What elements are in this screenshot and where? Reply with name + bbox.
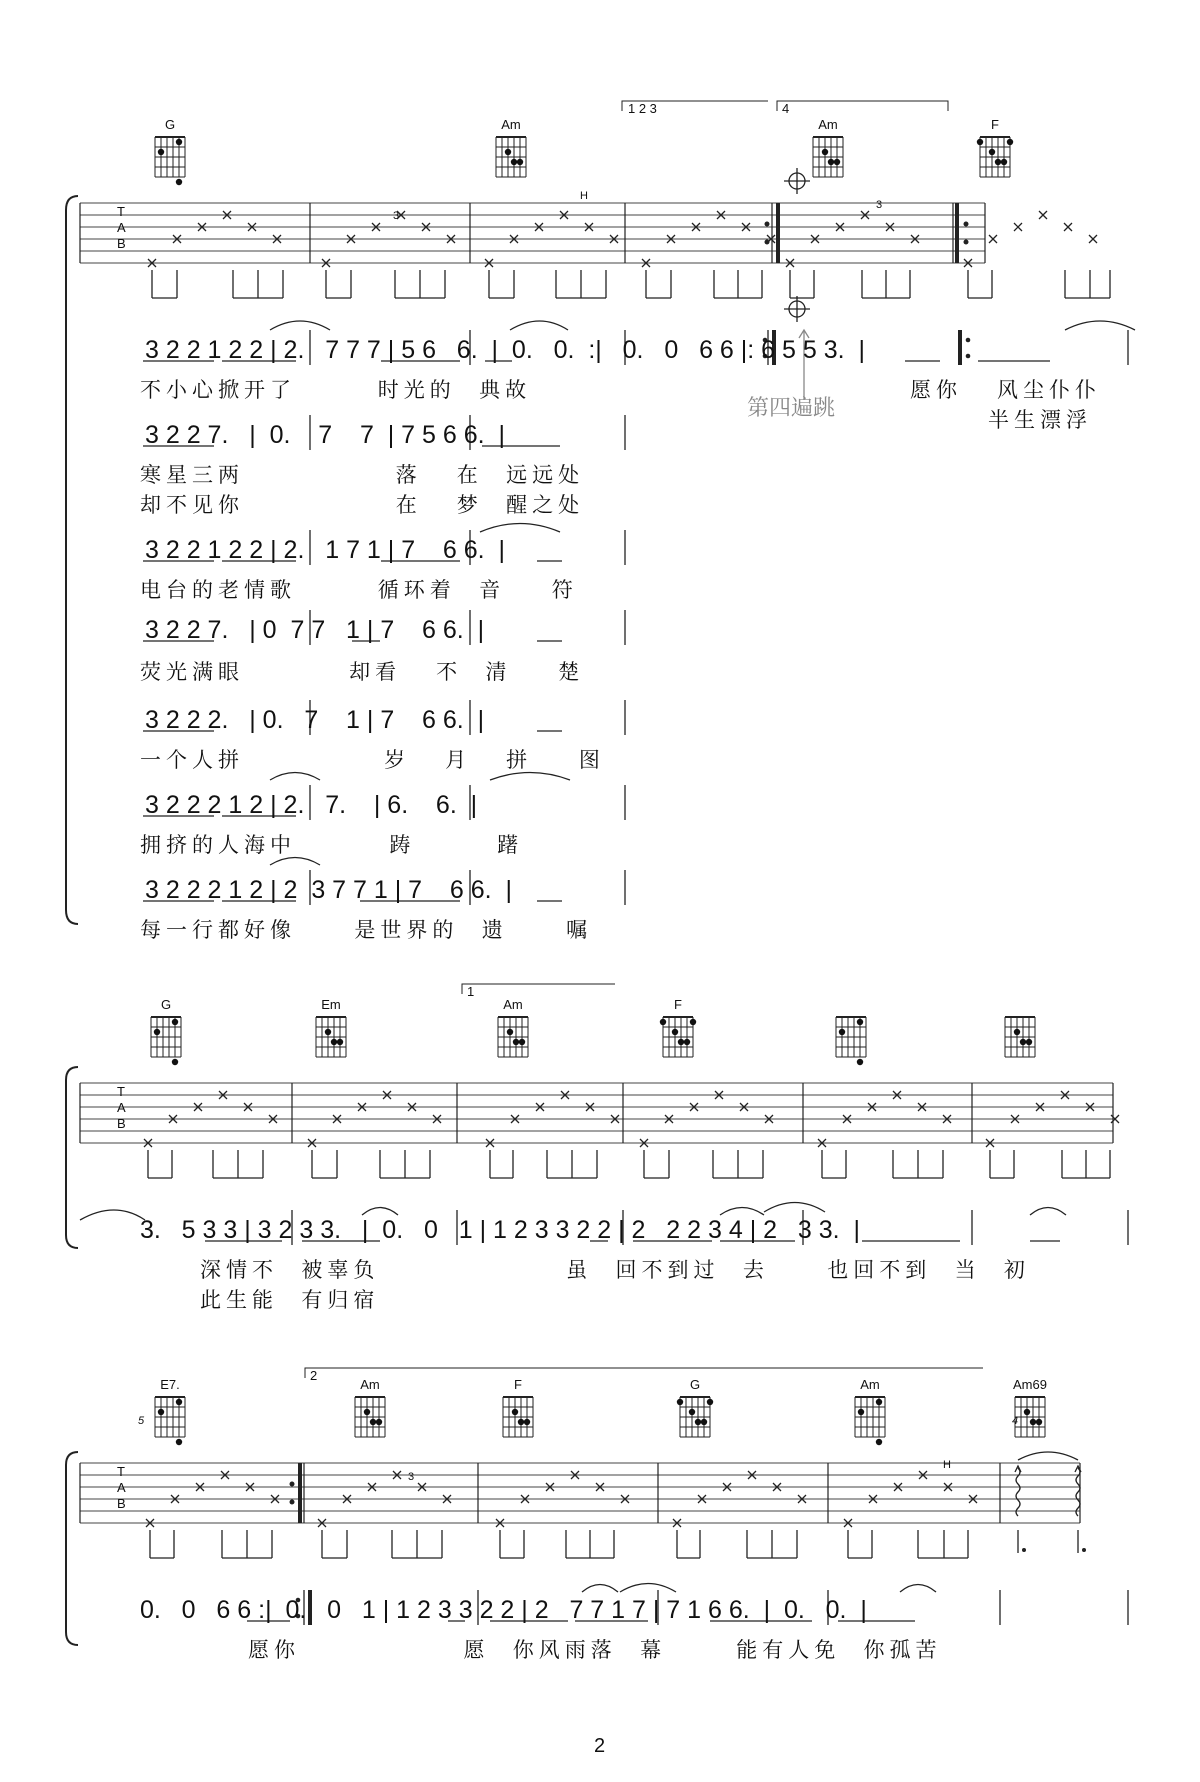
notation-line: 0. 0 6 6 :| 0. 0 1 | 1 2 3 3 2 2 | 2 7 7 1 7 | 7 1 6 6. | 0. 0. | xyxy=(140,1596,867,1624)
chord-grid-icon xyxy=(145,1393,195,1447)
chord-name: Am xyxy=(818,117,838,132)
chord-name: Am xyxy=(501,117,521,132)
volta-label-1: 1 xyxy=(467,984,475,999)
tab-letter-b: B xyxy=(117,1116,126,1131)
lyric-line: 不小心掀开了 时光的 典故 xyxy=(140,378,532,402)
chord-diagram xyxy=(488,997,538,1067)
chord-diagram xyxy=(345,1377,395,1447)
chord-grid-icon xyxy=(995,1013,1045,1067)
chord-grid-icon xyxy=(488,1013,538,1067)
chord-grid-icon xyxy=(803,133,853,187)
chord-grid-icon xyxy=(486,133,536,187)
hammer-on-label: H xyxy=(943,1459,951,1471)
notation-line: 3 2 2 2. | 0. 7 1 | 7 6 6. | xyxy=(145,706,485,734)
tab-x-mark xyxy=(1064,223,1072,231)
chord-grid-icon xyxy=(306,1013,356,1067)
chord-diagram xyxy=(145,117,195,187)
chord-diagram xyxy=(141,997,191,1067)
lyric-line: 此生能 有归宿 xyxy=(200,1288,380,1312)
lyric-line: 愿你 风尘仆仆 xyxy=(910,378,1102,402)
chord-diagram xyxy=(845,1377,895,1447)
chord-diagram xyxy=(145,1377,195,1447)
chord-grid-icon xyxy=(493,1393,543,1447)
chord-diagram xyxy=(670,1377,720,1447)
chord-grid-icon xyxy=(145,133,195,187)
tab-letter-a: A xyxy=(117,1100,126,1115)
lyric-line: 深情不 被辜负 虽 回不到过 去 也回不到 当 初 xyxy=(200,1258,1030,1282)
chord-grid-icon xyxy=(345,1393,395,1447)
chord-name: E7. xyxy=(160,1377,180,1392)
lyric-line: 半生漂浮 xyxy=(988,408,1092,432)
tab-letter-t: T xyxy=(117,204,125,219)
notation-line: 3 2 2 7. | 0. 7 7 | 7 5 6 6. | xyxy=(145,421,505,449)
tab-x-mark xyxy=(989,235,997,243)
chord-diagram xyxy=(826,997,876,1067)
chord-diagram xyxy=(493,1377,543,1447)
chord-grid-icon xyxy=(845,1393,895,1447)
triplet-label: 3 xyxy=(408,1471,415,1483)
tab-x-mark xyxy=(1014,223,1022,231)
chord-grid-icon xyxy=(826,1013,876,1067)
notation-line: 3 2 2 2 1 2 | 2 3 7 7 1 | 7 6 6. | xyxy=(145,876,512,904)
lyric-line: 拥挤的人海中 踌 躇 xyxy=(140,833,524,857)
chord-name: Em xyxy=(321,997,341,1012)
chord-name: Am69 xyxy=(1013,1377,1047,1392)
volta-label-2: 2 xyxy=(310,1368,318,1383)
fret-position-label: 5 xyxy=(138,1415,145,1427)
chord-grid-icon xyxy=(653,1013,703,1067)
lyric-line: 却不见你 在 梦 醒之处 xyxy=(140,493,585,517)
chord-grid-icon xyxy=(970,133,1020,187)
lyric-line: 一个人拼 岁 月 拼 图 xyxy=(140,748,605,772)
notation-line: 3 2 2 1 2 2 | 2. 7 7 7 | 5 6 6. | 0. 0. :| 0. 0 6 6 |: 6 5 5 3. | xyxy=(145,336,865,364)
coda-jump-note: 第四遍跳 xyxy=(747,396,836,421)
chord-name: Am xyxy=(860,1377,880,1392)
chord-diagram xyxy=(1005,1377,1055,1447)
tab-letter-t: T xyxy=(117,1084,125,1099)
lyric-line: 荧光满眼 却看 不 清 楚 xyxy=(140,660,585,684)
lyric-line: 寒星三两 落 在 远远处 xyxy=(140,463,585,487)
tab-x-mark xyxy=(1039,211,1047,219)
volta-label-4: 4 xyxy=(782,101,790,116)
chord-name: F xyxy=(514,1377,522,1392)
chord-name: F xyxy=(674,997,682,1012)
notation-line: 3. 5 3 3 | 3 2 3 3. | 0. 0 1 | 1 2 3 3 2 2 | 2 2 2 3 4 | 2 3 3. | xyxy=(140,1216,860,1244)
chord-name: G xyxy=(689,1377,701,1392)
tab-letter-t: T xyxy=(117,1464,125,1479)
chord-name: G xyxy=(160,997,172,1012)
chord-name: Am xyxy=(503,997,523,1012)
chord-diagram xyxy=(486,117,536,187)
chord-name: F xyxy=(991,117,999,132)
volta-label-123: 1 2 3 xyxy=(628,101,657,116)
chord-diagram xyxy=(995,997,1045,1067)
chord-name: Am xyxy=(360,1377,380,1392)
chord-diagram xyxy=(306,997,356,1067)
fret-position-label: 4 xyxy=(1012,1415,1019,1427)
tab-letter-b: B xyxy=(117,236,126,251)
notation-line: 3 2 2 2 1 2 | 2. 7. | 6. 6. | xyxy=(145,791,478,819)
chord-diagram xyxy=(970,117,1020,187)
tab-letter-a: A xyxy=(117,1480,126,1495)
chord-diagram xyxy=(803,117,853,187)
triplet-label: 3 xyxy=(393,210,400,222)
chord-name: G xyxy=(164,117,176,132)
chord-diagram xyxy=(653,997,703,1067)
lyric-line: 电台的老情歌 循环着 音 符 xyxy=(140,578,578,602)
chord-grid-icon xyxy=(141,1013,191,1067)
lyric-line: 愿你 愿 你风雨落 幕 能有人免 你孤苦 xyxy=(248,1638,942,1662)
chord-grid-icon xyxy=(670,1393,720,1447)
notation-line: 3 2 2 1 2 2 | 2. 1 7 1 | 7 6 6. | xyxy=(145,536,505,564)
page-number: 2 xyxy=(594,1735,606,1757)
tab-x-mark xyxy=(1089,235,1097,243)
notation-line: 3 2 2 7. | 0 7 7 1 | 7 6 6. | xyxy=(145,616,485,644)
triplet-label: 3 xyxy=(876,199,883,211)
tab-letter-b: B xyxy=(117,1496,126,1511)
tab-letter-a: A xyxy=(117,220,126,235)
hammer-on-label: H xyxy=(580,190,588,202)
lyric-line: 每一行都好像 是世界的 遗 嘱 xyxy=(140,918,593,942)
